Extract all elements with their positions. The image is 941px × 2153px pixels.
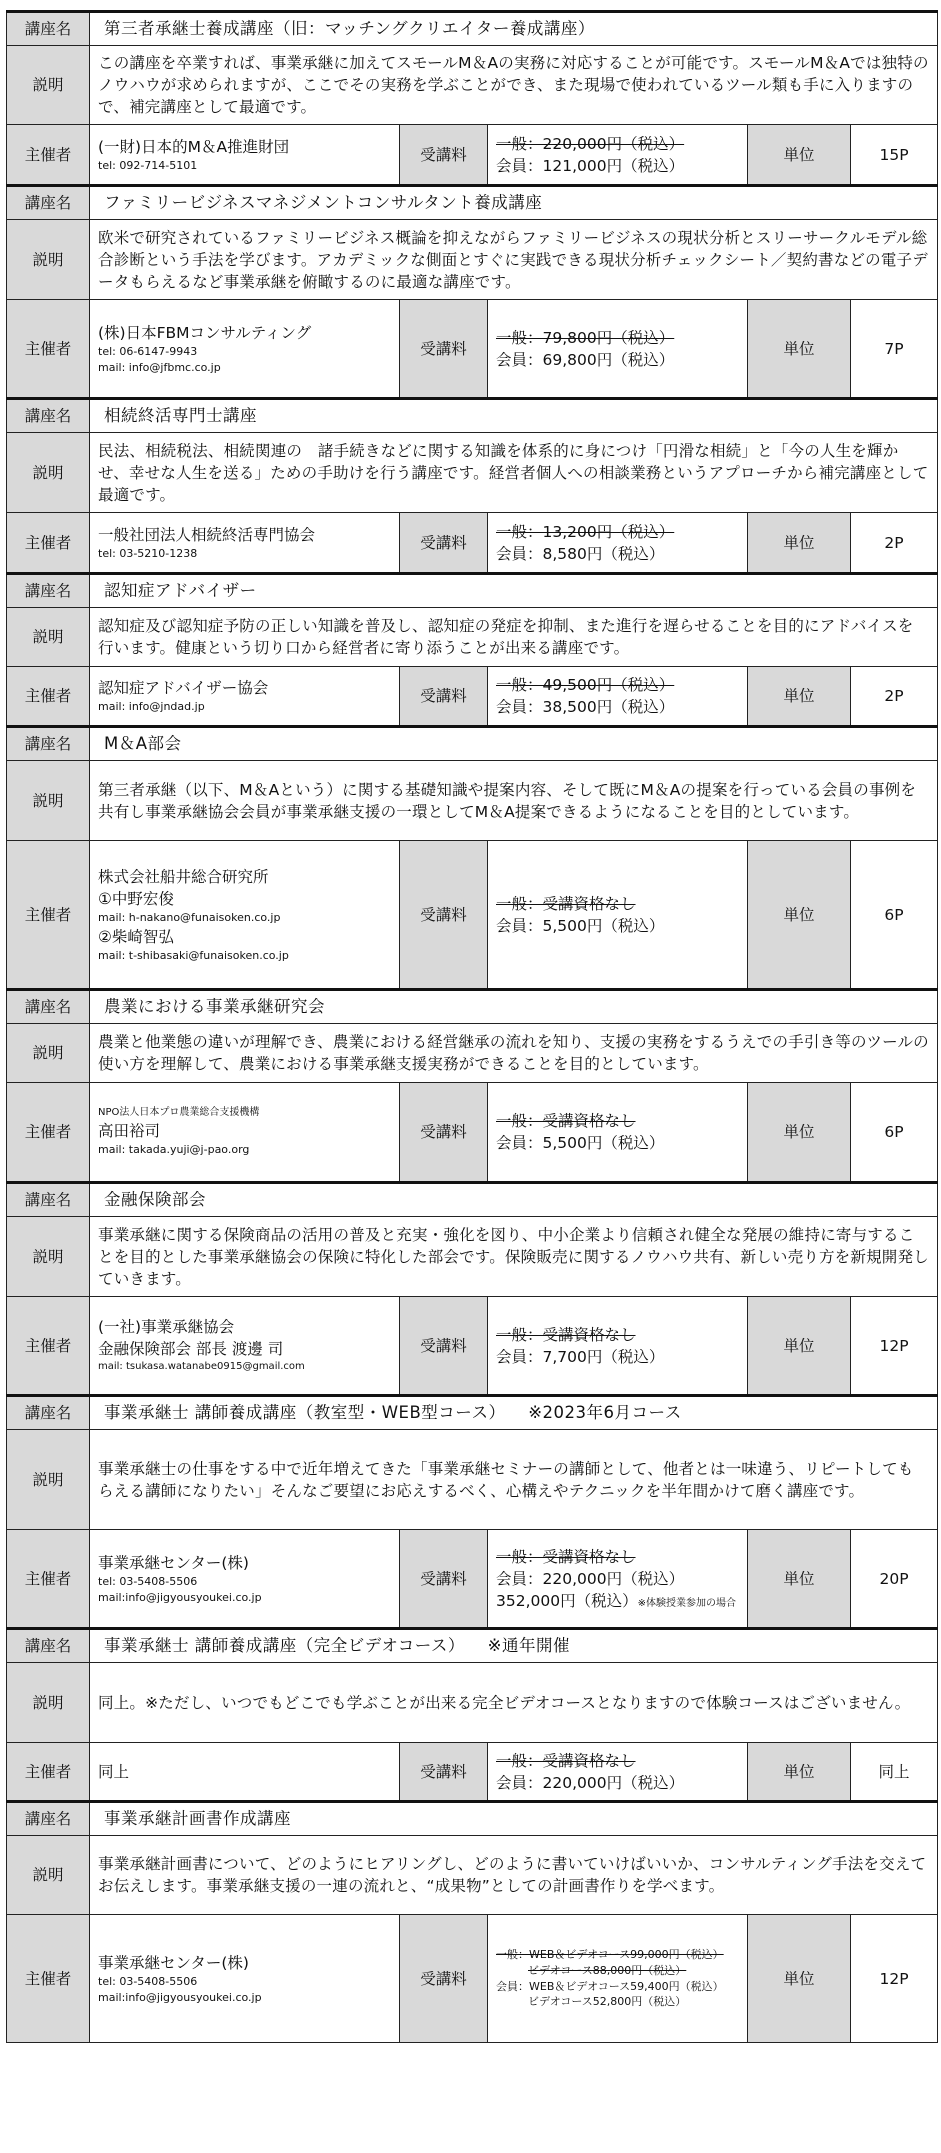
organizer-label: 主催者 <box>7 1083 90 1183</box>
fee-member: 会員：5,500円（税込） <box>496 916 665 935</box>
course-4-organizer <box>90 667 400 727</box>
org-name: 認知症アドバイザー協会 <box>98 679 269 698</box>
org-contact: 高田裕司 <box>98 1122 161 1141</box>
description-label: 説明 <box>7 1217 90 1297</box>
fee-general-video: ビデオコース88,000円（税込） <box>528 1963 687 1977</box>
fee-member-web-video: 会員：WEB＆ビデオコース59,400円（税込） <box>496 1979 724 1993</box>
organizer-label: 主催者 <box>7 667 90 727</box>
fee-member: 会員：69,800円（税込） <box>496 350 675 369</box>
course-10-organizer <box>90 1915 400 2043</box>
course-2-organizer <box>90 300 400 399</box>
course-label: 講座名 <box>7 12 90 46</box>
course-3-name: 相続終活専門士講座 <box>90 399 938 433</box>
course-7-name-row <box>7 1183 938 1217</box>
course-5-fee <box>488 841 748 990</box>
course-10-unit: 12P <box>851 1915 938 2043</box>
fee-general: 一般：49,500円（税込） <box>496 676 675 694</box>
course-7-name: 金融保険部会 <box>90 1183 938 1217</box>
fee-member: 会員：38,500円（税込） <box>496 698 675 716</box>
description-label: 説明 <box>7 1836 90 1915</box>
unit-label: 単位 <box>748 513 851 574</box>
course-1-fee <box>488 125 748 186</box>
course-4-info-row <box>7 667 938 727</box>
description-label: 説明 <box>7 608 90 667</box>
course-2-desc-row <box>7 220 938 300</box>
unit-label: 単位 <box>748 667 851 727</box>
fee-general: 一般：受講資格なし <box>496 1325 636 1344</box>
course-6-fee <box>488 1083 748 1183</box>
course-5-name-row <box>7 727 938 761</box>
organizer-label: 主催者 <box>7 300 90 399</box>
fee-member: 会員：220,000円（税込） <box>496 1773 685 1792</box>
org-tel: tel: 03-5408-5506 <box>98 1574 198 1588</box>
course-label: 講座名 <box>7 1183 90 1217</box>
course-10-desc-row <box>7 1836 938 1915</box>
fee-label: 受講料 <box>400 300 488 399</box>
course-8-info-row <box>7 1530 938 1629</box>
course-label: 講座名 <box>7 186 90 220</box>
fee-label: 受講料 <box>400 1915 488 2043</box>
course-10-description: 事業承継計画書について、どのようにヒアリングし、どのように書いていけばいいか、コンサルティング手法を交えてお伝えします。事業承継支援の一連の流れと、“成果物”としての計画書作りを学べます。 <box>90 1836 938 1915</box>
org-mail: mail: tsukasa.watanabe0915@gmail.com <box>98 1361 305 1373</box>
course-7-desc-row <box>7 1217 938 1297</box>
org-tel: tel: 03-5408-5506 <box>98 1974 198 1988</box>
course-3-desc-row <box>7 433 938 513</box>
course-5-desc-row <box>7 761 938 841</box>
fee-general: 一般：受講資格なし <box>496 1112 636 1130</box>
course-4-unit: 2P <box>851 667 938 727</box>
course-5-name: M＆A部会 <box>90 727 938 761</box>
unit-label: 単位 <box>748 125 851 186</box>
course-label: 講座名 <box>7 399 90 433</box>
unit-label: 単位 <box>748 1530 851 1629</box>
course-2-name: ファミリービジネスマネジメントコンサルタント養成講座 <box>90 186 938 220</box>
course-10-fee <box>488 1915 748 2043</box>
fee-general: 一般：受講資格なし <box>496 1547 636 1566</box>
course-5-organizer <box>90 841 400 990</box>
org-mail: mail: info@jfbmc.co.jp <box>98 360 221 374</box>
fee-label: 受講料 <box>400 841 488 990</box>
fee-label: 受講料 <box>400 667 488 727</box>
course-9-organizer <box>90 1743 400 1802</box>
course-label: 講座名 <box>7 1629 90 1663</box>
course-6-name: 農業における事業承継研究会 <box>90 990 938 1024</box>
course-2-fee <box>488 300 748 399</box>
course-1-organizer <box>90 125 400 186</box>
fee-general: 一般：13,200円（税込） <box>496 522 675 541</box>
fee-label: 受講料 <box>400 1083 488 1183</box>
unit-label: 単位 <box>748 841 851 990</box>
organizer-label: 主催者 <box>7 1743 90 1802</box>
fee-general: 一般：79,800円（税込） <box>496 328 675 347</box>
course-4-name: 認知症アドバイザー <box>90 574 938 608</box>
unit-label: 単位 <box>748 300 851 399</box>
course-5-description: 第三者承継（以下、M＆Aという）に関する基礎知識や提案内容、そして既にM＆Aの提案を行っている会員の事例を共有し事業承継協会会員が事業承継支援の一環としてM＆A提案できるようになることを目的としています。 <box>90 761 938 841</box>
organizer-label: 主催者 <box>7 841 90 990</box>
course-3-fee <box>488 513 748 574</box>
org-mail: mail:info@jigyousyoukei.co.jp <box>98 1990 262 2004</box>
course-8-description: 事業承継士の仕事をする中で近年増えてきた「事業承継セミナーの講師として、他者とは一味違う、リピートしてもらえる講師になりたい」そんなご要望にお応えするべく、心構えやテクニックを半年間かけて磨く講座です。 <box>90 1430 938 1530</box>
course-9-unit: 同上 <box>851 1743 938 1802</box>
description-label: 説明 <box>7 220 90 300</box>
org-mail: mail:info@jigyousyoukei.co.jp <box>98 1590 262 1604</box>
description-label: 説明 <box>7 1663 90 1743</box>
course-2-description: 欧米で研究されているファミリービジネス概論を抑えながらファミリービジネスの現状分析とスリーサークルモデル総合診断という手法を学びます。アカデミックな側面とすぐに実践できる現状分析チェックシート／契約書などの電子データもらえるなど事業承継を俯瞰するのに最適な講座です。 <box>90 220 938 300</box>
fee-member-video: ビデオコース52,800円（税込） <box>528 1995 687 2009</box>
course-label: 講座名 <box>7 1396 90 1430</box>
course-6-name-row <box>7 990 938 1024</box>
course-4-desc-row <box>7 608 938 667</box>
course-3-info-row <box>7 513 938 574</box>
course-6-info-row <box>7 1083 938 1183</box>
course-7-organizer <box>90 1297 400 1396</box>
org-contact: 金融保険部会 部長 渡邊 司 <box>98 1340 284 1359</box>
unit-label: 単位 <box>748 1915 851 2043</box>
description-label: 説明 <box>7 1024 90 1083</box>
course-8-desc-row <box>7 1430 938 1530</box>
organizer-label: 主催者 <box>7 1530 90 1629</box>
course-6-description: 農業と他業態の違いが理解でき、農業における経営継承の流れを知り、支援の実務をするうえでの手引き等のツールの使い方を理解して、農業における事業承継支援実務ができることを目的としています。 <box>90 1024 938 1083</box>
org-mail-2: mail: t-shibasaki@funaisoken.co.jp <box>98 948 289 962</box>
description-label: 説明 <box>7 1430 90 1530</box>
course-7-description: 事業承継に関する保険商品の活用の普及と充実・強化を図り、中小企業より信頼され健全な発展の維持に寄与することを目的とした事業承継協会の保険に特化した部会です。保険販売に関するノウハウ共有、新しい売り方を新規開発していきます。 <box>90 1217 938 1297</box>
course-9-description: 同上。※ただし、いつでもどこでも学ぶことが出来る完全ビデオコースとなりますので体験コースはございません。 <box>90 1663 938 1743</box>
course-7-unit: 12P <box>851 1297 938 1396</box>
course-label: 講座名 <box>7 990 90 1024</box>
course-8-name-row <box>7 1396 938 1430</box>
unit-label: 単位 <box>748 1083 851 1183</box>
org-name: 事業承継センター(株) <box>98 1953 249 1972</box>
fee-general: 一般：受講資格なし <box>496 894 636 913</box>
course-1-info-row <box>7 125 938 186</box>
org-name: 事業承継センター(株) <box>98 1553 249 1572</box>
fee-label: 受講料 <box>400 1743 488 1802</box>
description-label: 説明 <box>7 433 90 513</box>
org-name: 一般社団法人相続終活専門協会 <box>98 525 316 544</box>
org-name: 株式会社船井総合研究所 <box>98 867 269 886</box>
fee-member: 会員：7,700円（税込） <box>496 1347 665 1366</box>
fee-member: 会員：5,500円（税込） <box>496 1134 665 1152</box>
org-mail-1: mail: h-nakano@funaisoken.co.jp <box>98 910 281 924</box>
unit-label: 単位 <box>748 1743 851 1802</box>
course-6-organizer <box>90 1083 400 1183</box>
course-8-unit: 20P <box>851 1530 938 1629</box>
course-3-description: 民法、相続税法、相続関連の 諸手続きなどに関する知識を体系的に身につけ「円滑な相続」と「今の人生を輝かせ、幸せな人生を送る」ための手助けを行う講座です。経営者個人への相談業務というアプローチから補完講座として最適です。 <box>90 433 938 513</box>
course-7-info-row <box>7 1297 938 1396</box>
org-name: 同上 <box>98 1762 130 1781</box>
org-contact-1: ①中野宏俊 <box>98 889 174 908</box>
course-1-name: 第三者承継士養成講座（旧：マッチングクリエイター養成講座） <box>90 12 938 46</box>
org-name: (株)日本FBMコンサルティング <box>98 323 312 342</box>
fee-general: 一般：受講資格なし <box>496 1751 636 1770</box>
course-9-info-row <box>7 1743 938 1802</box>
course-9-fee <box>488 1743 748 1802</box>
course-4-description: 認知症及び認知症予防の正しい知識を普及し、認知症の発症を抑制、また進行を遅らせることを目的にアドバイスを行います。健康という切り口から経営者に寄り添うことが出来る講座です。 <box>90 608 938 667</box>
course-2-name-row <box>7 186 938 220</box>
org-mail: mail: takada.yuji@j-pao.org <box>98 1143 250 1157</box>
fee-member: 会員：220,000円（税込） <box>496 1569 685 1588</box>
organizer-label: 主催者 <box>7 125 90 186</box>
course-1-unit: 15P <box>851 125 938 186</box>
fee-member: 会員：121,000円（税込） <box>496 156 685 175</box>
course-8-fee <box>488 1530 748 1629</box>
fee-general: 一般：220,000円（税込） <box>496 134 685 153</box>
fee-label: 受講料 <box>400 1530 488 1629</box>
organizer-label: 主催者 <box>7 1297 90 1396</box>
course-label: 講座名 <box>7 727 90 761</box>
course-2-unit: 7P <box>851 300 938 399</box>
course-10-name-row <box>7 1802 938 1836</box>
course-4-name-row <box>7 574 938 608</box>
org-mail: mail: info@jndad.jp <box>98 700 205 714</box>
fee-label: 受講料 <box>400 125 488 186</box>
org-tel: tel: 092-714-5101 <box>98 158 198 172</box>
organizer-label: 主催者 <box>7 513 90 574</box>
fee-general-web-video: 一般：WEB＆ビデオコース99,000円（税込） <box>496 1948 724 1962</box>
course-10-name: 事業承継計画書作成講座 <box>90 1802 938 1836</box>
fee-extra-note: ※体験授業参加の場合 <box>637 1597 736 1609</box>
org-name: (一社)事業承継協会 <box>98 1318 235 1337</box>
course-9-name-row <box>7 1629 938 1663</box>
course-4-fee <box>488 667 748 727</box>
course-5-unit: 6P <box>851 841 938 990</box>
description-label: 説明 <box>7 46 90 125</box>
fee-extra-amount: 352,000円（税込） <box>496 1591 638 1610</box>
course-3-name-row <box>7 399 938 433</box>
course-6-unit: 6P <box>851 1083 938 1183</box>
course-2-info-row <box>7 300 938 399</box>
fee-member: 会員：8,580円（税込） <box>496 544 665 563</box>
course-6-desc-row <box>7 1024 938 1083</box>
org-tel: tel: 06-6147-9943 <box>98 344 198 358</box>
course-1-description: この講座を卒業すれば、事業承継に加えてスモールM＆Aの実務に対応することが可能です。スモールM＆Aでは独特のノウハウが求められますが、ここでその実務を学ぶことができ、また現場で使われているツール類も手に入りますので、補完講座として最適です。 <box>90 46 938 125</box>
fee-label: 受講料 <box>400 513 488 574</box>
org-tel: tel: 03-5210-1238 <box>98 546 198 560</box>
course-8-name: 事業承継士 講師養成講座（教室型・WEB型コース） ※2023年6月コース <box>90 1396 938 1430</box>
org-contact-2: ②柴崎智弘 <box>98 927 174 946</box>
course-1-name-row <box>7 12 938 46</box>
course-8-organizer <box>90 1530 400 1629</box>
course-7-fee <box>488 1297 748 1396</box>
course-label: 講座名 <box>7 574 90 608</box>
course-9-desc-row <box>7 1663 938 1743</box>
org-name: NPO法人日本プロ農業総合支援機構 <box>98 1107 260 1119</box>
org-name: (一財)日本的M＆A推進財団 <box>98 137 290 156</box>
fee-extra <box>496 1590 739 1612</box>
organizer-label: 主催者 <box>7 1915 90 2043</box>
course-9-name: 事業承継士 講師養成講座（完全ビデオコース） ※通年開催 <box>90 1629 938 1663</box>
course-10-info-row <box>7 1915 938 2043</box>
course-label: 講座名 <box>7 1802 90 1836</box>
fee-label: 受講料 <box>400 1297 488 1396</box>
description-label: 説明 <box>7 761 90 841</box>
course-5-info-row <box>7 841 938 990</box>
course-3-organizer <box>90 513 400 574</box>
course-table <box>6 10 938 2043</box>
course-3-unit: 2P <box>851 513 938 574</box>
unit-label: 単位 <box>748 1297 851 1396</box>
course-1-desc-row <box>7 46 938 125</box>
